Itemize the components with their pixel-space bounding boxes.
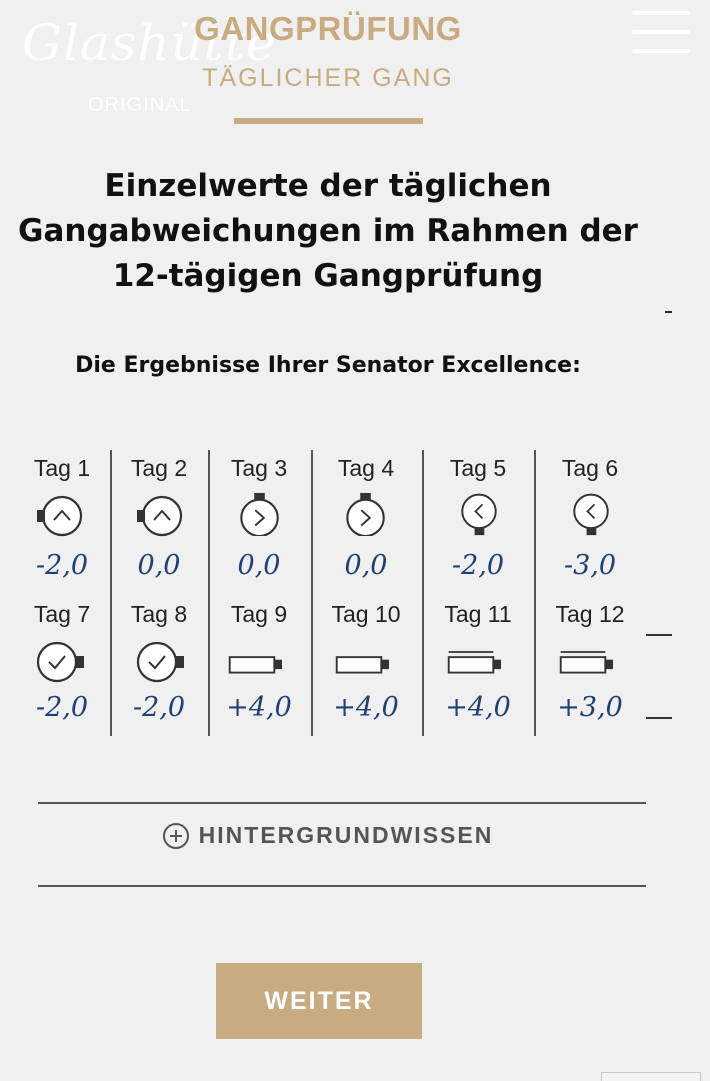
day-label: Tag 10 <box>331 601 401 627</box>
day-value: +4,0 <box>226 692 292 723</box>
watch-side-view-icon <box>228 642 288 686</box>
watch-side-view-icon <box>335 642 395 686</box>
watch-crown-bottom-left-icon <box>561 492 621 536</box>
day-value: -2,0 <box>35 692 89 723</box>
day-value: +3,0 <box>557 692 623 723</box>
background-knowledge-toggle[interactable] <box>0 822 656 849</box>
watch-side-view-lined-icon <box>559 642 619 686</box>
scroll-indicator-mark <box>665 311 672 313</box>
watch-crown-right-check-icon <box>30 640 90 684</box>
scroll-tick <box>646 717 672 719</box>
background-knowledge-label: HINTERGRUNDWISSEN <box>198 822 494 848</box>
brand-logo-sub: ORIGINAL <box>88 94 192 116</box>
day-value: +4,0 <box>333 692 399 723</box>
day-label: Tag 1 <box>33 455 91 481</box>
day-value: -3,0 <box>563 550 617 581</box>
scroll-tick <box>646 634 672 636</box>
day-value: -2,0 <box>35 550 89 581</box>
day-label: Tag 6 <box>561 455 619 481</box>
watch-crown-top-right-icon <box>336 492 396 536</box>
day-value: -2,0 <box>132 692 186 723</box>
watch-crown-right-check-icon <box>130 640 190 684</box>
watch-crown-top-right-icon <box>230 492 290 536</box>
results-label: Die Ergebnisse Ihrer Senator Excellence: <box>75 353 581 378</box>
day-value: -2,0 <box>451 550 505 581</box>
hamburger-menu-icon[interactable] <box>632 11 692 55</box>
watch-side-view-lined-icon <box>447 642 507 686</box>
section-divider <box>38 885 646 887</box>
brand-logo-script: Glashütte <box>22 14 277 72</box>
day-value: 0,0 <box>237 550 281 581</box>
day-value: 0,0 <box>137 550 181 581</box>
day-label: Tag 12 <box>555 601 625 627</box>
plus-circle-icon <box>163 823 189 849</box>
day-label: Tag 3 <box>230 455 288 481</box>
title-underline <box>234 118 423 124</box>
watch-crown-left-up-icon <box>130 494 190 538</box>
day-label: Tag 11 <box>444 601 512 627</box>
watch-crown-bottom-left-icon <box>449 492 509 536</box>
day-label: Tag 9 <box>230 601 288 627</box>
day-label: Tag 8 <box>130 601 188 627</box>
page-subtitle: TÄGLICHER GANG <box>202 64 454 92</box>
day-label: Tag 4 <box>337 455 395 481</box>
headline: Einzelwerte der täglichen Gangabweichungen im Rahmen der 12-tägigen Gangprüfung <box>18 168 638 294</box>
page-title: GANGPRÜFUNG <box>194 10 462 47</box>
weiter-button[interactable]: WEITER <box>216 963 422 1039</box>
section-divider <box>38 802 646 804</box>
day-label: Tag 2 <box>130 455 188 481</box>
watch-crown-left-up-icon <box>30 494 90 538</box>
day-label: Tag 7 <box>33 601 91 627</box>
day-value: 0,0 <box>344 550 388 581</box>
day-label: Tag 5 <box>449 455 507 481</box>
day-value: +4,0 <box>445 692 511 723</box>
